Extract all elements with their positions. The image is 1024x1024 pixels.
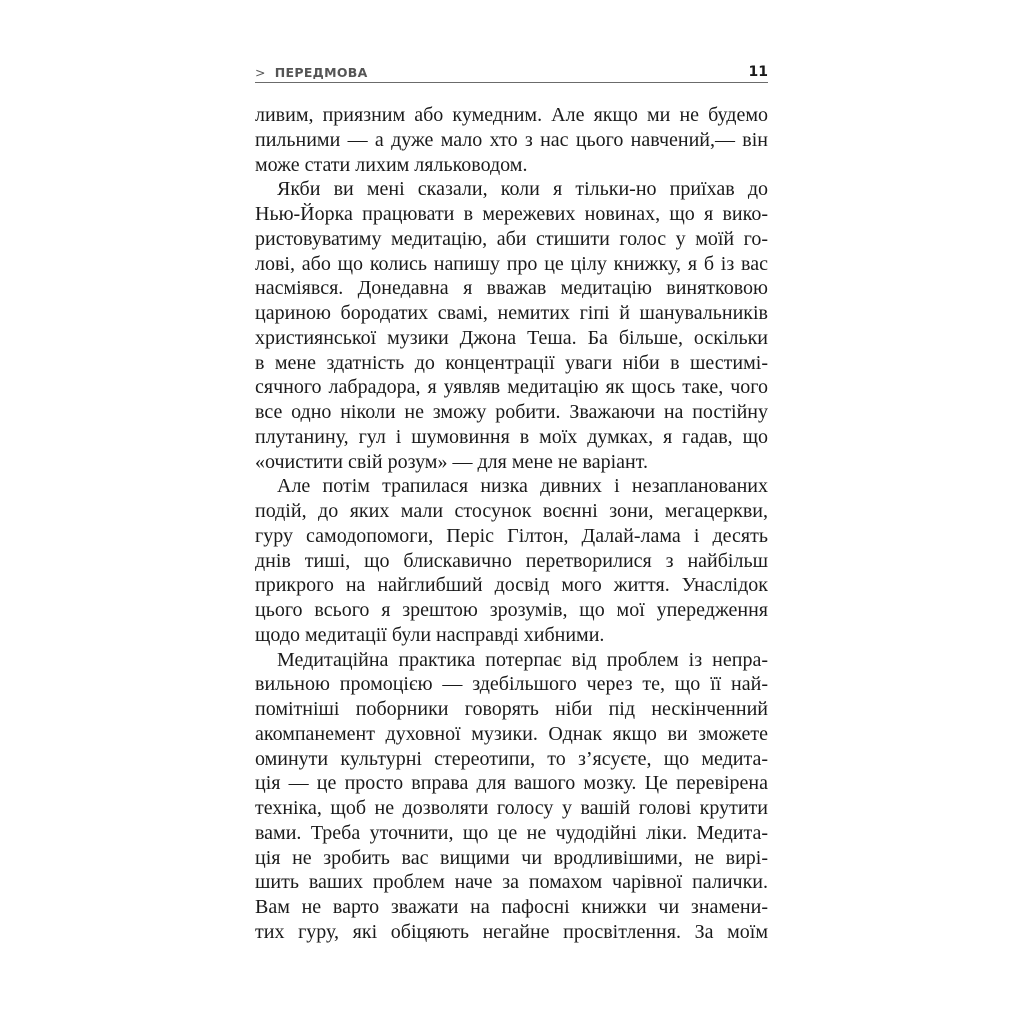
text-line: гуру самодопомоги, Періс Гілтон, Далай-лама і десять — [255, 524, 768, 547]
text-line: ристовуватиму медитацію, аби стишити голос у моїй го- — [255, 227, 768, 250]
section-title: ПЕРЕДМОВА — [274, 65, 368, 80]
text-line: плутанину, гул і шумовиння в моїх думках, я гадав, що — [255, 425, 768, 448]
text-line: цього всього я зрештою зрозумів, що мої упередження — [255, 599, 768, 621]
text-line: Вам не варто зважати на пафосні книжки чи знамени- — [255, 896, 768, 918]
text-line: вильною промоцією — здебільшого через те, що її най- — [255, 673, 768, 696]
text-line: християнської музики Джона Теша. Ба більше, оскільки — [255, 326, 768, 349]
text-line: Нью-Йорка працювати в мережевих новинах, що я вико- — [255, 203, 768, 225]
text-line: в мене здатність до концентрації уваги ніби в шестимі- — [255, 351, 768, 374]
body-text — [255, 103, 768, 945]
text-line: пильними — а дуже мало хто з нас цього навчений,— він — [255, 128, 768, 151]
text-line: тих гуру, які обіцяють негайне просвітлення. За моїм — [255, 920, 768, 943]
chevron-right-icon: > — [255, 65, 266, 80]
text-line: Медитаційна практика потерпає від проблем із непра- — [277, 648, 768, 671]
text-line: Але потім трапилася низка дивних і незапланованих — [277, 475, 768, 498]
paragraph — [255, 177, 768, 474]
text-line: може стати лихим ляльководом. — [255, 153, 528, 176]
text-line: ливим, приязним або кумедним. Але якщо ми не будемо — [255, 104, 768, 126]
text-line: техніка, щоб не дозволяти голосу у вашій голові крутити — [255, 797, 768, 819]
text-line: днів тиші, що блискавично перетворилися з найбільш — [255, 549, 768, 572]
text-line: акомпанемент духовної музики. Однак якщо ви зможете — [255, 722, 768, 745]
text-line: цариною бородатих свамі, немитих гіпі й шанувальників — [255, 302, 768, 324]
paragraph — [255, 648, 768, 945]
text-line: помітніші поборники говорять ніби під нескінченний — [255, 698, 768, 720]
running-header — [255, 60, 768, 83]
paragraph — [255, 474, 768, 647]
text-line: все одно ніколи не зможу робити. Зважаючи на постійну — [255, 401, 768, 423]
text-line: насміявся. Донедавна я вважав медитацію винятковою — [255, 277, 768, 300]
text-line: шить ваших проблем наче за помахом чарівної палички. — [255, 871, 768, 894]
text-line: Якби ви мені сказали, коли я тільки-но приїхав до — [277, 178, 768, 201]
book-page — [255, 60, 768, 945]
section-heading — [255, 65, 368, 80]
text-line: подій, до яких мали стосунок воєнні зони, мегацеркви, — [255, 500, 768, 522]
text-line: прикрого на найглибший досвід мого життя. Унаслідок — [255, 574, 768, 597]
text-line: вами. Треба уточнити, що це не чудодійні ліки. Медита- — [255, 821, 768, 844]
text-line: щодо медитації були насправді хибними. — [255, 623, 605, 646]
text-line: сячного лабрадора, я уявляв медитацію як щось таке, чого — [255, 376, 768, 399]
text-line: «очистити свій розум» — для мене не варіант. — [255, 450, 648, 473]
text-line: ція — це просто вправа для вашого мозку. Це перевірена — [255, 772, 768, 795]
text-line: оминути культурні стереотипи, то з’ясуєте, що медита- — [255, 747, 768, 770]
text-line: ція не зробить вас вищими чи вродливішими, не вирі- — [255, 846, 768, 869]
paragraph — [255, 103, 768, 177]
text-line: лові, або що колись напишу про це цілу книжку, я б із вас — [255, 252, 768, 275]
page-number: 11 — [748, 64, 768, 80]
